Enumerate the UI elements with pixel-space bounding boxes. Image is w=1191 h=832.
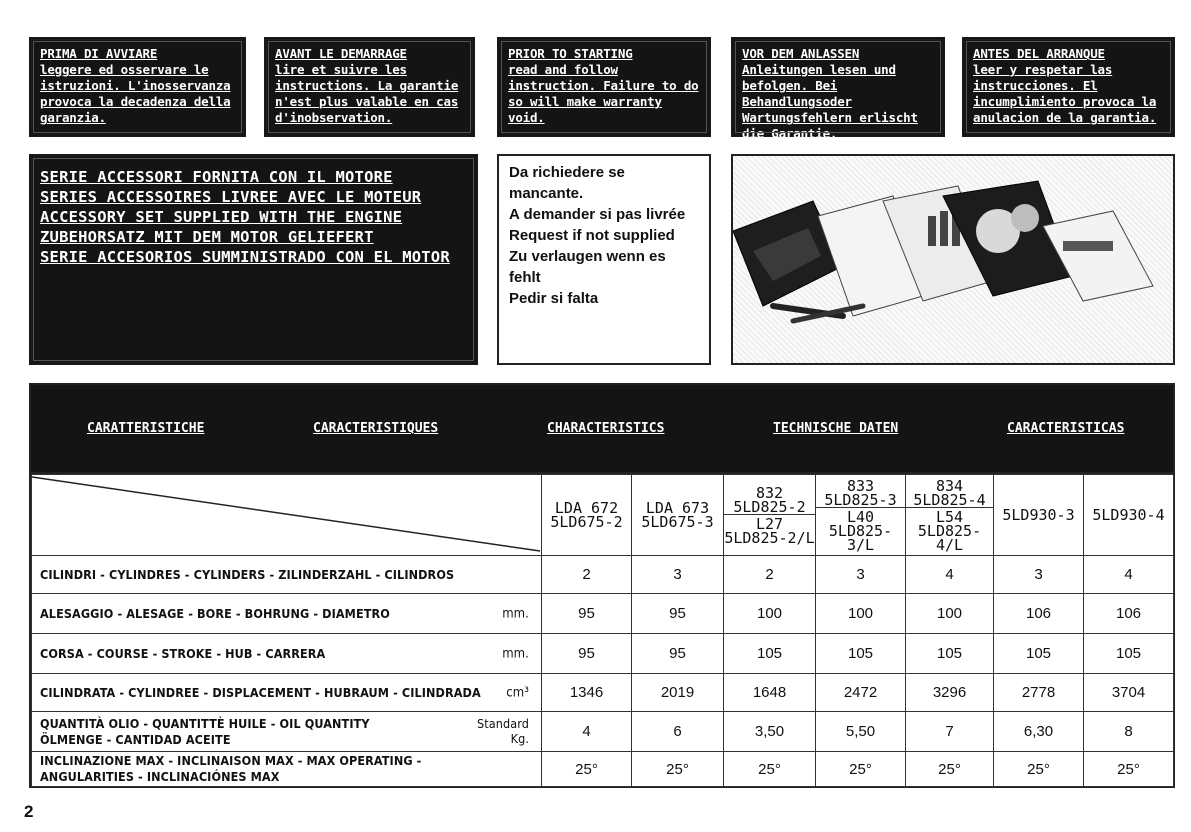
model-cell: 833 5LD825-3 L40 5LD825-3/L — [816, 475, 906, 556]
characteristics-table — [29, 383, 1175, 788]
table-row — [32, 594, 1174, 634]
model-row — [32, 475, 1174, 556]
value-cell: 105 — [724, 634, 816, 674]
model-cell: 5LD930-4 — [1084, 475, 1174, 556]
value-cell: 4 — [1084, 556, 1174, 594]
table-row — [32, 712, 1174, 752]
warning-box-es — [962, 37, 1175, 137]
value-cell: 1648 — [724, 674, 816, 712]
value-cell: 95 — [632, 594, 724, 634]
value-cell: 95 — [632, 634, 724, 674]
request-line: Pedir si falta — [509, 290, 599, 307]
request-if-missing-box — [497, 154, 711, 365]
value-cell: 25° — [1084, 752, 1174, 787]
value-cell: 1346 — [542, 674, 632, 712]
request-line: Request if not supplied — [509, 227, 675, 244]
warning-body-de: Anleitungen lesen und befolgen. Bei Behandlungsoder Wartungsfehlern erlischt die Garantie. — [742, 62, 918, 141]
page-number: 2 — [24, 802, 34, 821]
row-label: INCLINAZIONE MAX - INCLINAISON MAX - MAX OPERATING - ANGULARITIES - INCLINACIÓNES MAX — [32, 752, 542, 787]
value-cell: 3704 — [1084, 674, 1174, 712]
header-es: CARACTERISTICAS — [1007, 421, 1125, 436]
request-line: Da richiedere se — [509, 164, 625, 181]
row-label: CILINDRATA - CYLINDREE - DISPLACEMENT - HUBRAUM - CILINDRADA cm³ — [32, 674, 542, 712]
row-label: QUANTITÀ OLIO - QUANTITTÈ HUILE - OIL QUANTITY ÖLMENGE - CANTIDAD ACEITE Standard Kg. — [32, 712, 542, 752]
value-cell: 3296 — [906, 674, 994, 712]
value-cell: 100 — [724, 594, 816, 634]
corner-cell — [32, 475, 542, 556]
request-line: A demander si pas livrée — [509, 206, 686, 223]
model-cell: LDA 673 5LD675-3 — [632, 475, 724, 556]
accessory-line-en: ACCESSORY SET SUPPLIED WITH THE ENGINE — [40, 208, 403, 226]
value-cell: 25° — [816, 752, 906, 787]
value-cell: 2472 — [816, 674, 906, 712]
value-cell: 6 — [632, 712, 724, 752]
warning-box-de — [731, 37, 945, 141]
value-cell: 6,30 — [994, 712, 1084, 752]
value-cell: 3 — [994, 556, 1084, 594]
value-cell: 105 — [1084, 634, 1174, 674]
model-cell: 834 5LD825-4 L54 5LD825-4/L — [906, 475, 994, 556]
value-cell: 3 — [632, 556, 724, 594]
table-header-band — [31, 385, 1173, 474]
accessory-line-fr: SERIES ACCESSOIRES LIVREE AVEC LE MOTEUR — [40, 188, 422, 206]
diagonal-line — [32, 475, 542, 556]
value-cell: 105 — [816, 634, 906, 674]
value-cell: 4 — [542, 712, 632, 752]
value-cell: 2019 — [632, 674, 724, 712]
header-en: CHARACTERISTICS — [547, 421, 665, 436]
value-cell: 2778 — [994, 674, 1084, 712]
table-row — [32, 674, 1174, 712]
warning-box-fr — [264, 37, 475, 137]
value-cell: 106 — [1084, 594, 1174, 634]
warning-body-fr: lire et suivre les instructions. La garantie n'est plus valable en cas d'inobservation. — [275, 62, 459, 125]
warning-title-es: ANTES DEL ARRANQUE — [973, 46, 1105, 61]
accessory-line-de: ZUBEHORSATZ MIT DEM MOTOR GELIEFERT — [40, 228, 374, 246]
value-cell: 100 — [906, 594, 994, 634]
value-cell: 105 — [994, 634, 1084, 674]
header-it: CARATTERISTICHE — [87, 421, 205, 436]
value-cell: 25° — [542, 752, 632, 787]
request-line: fehlt — [509, 269, 541, 286]
request-line: Zu verlaugen wenn es — [509, 248, 666, 265]
value-cell: 25° — [994, 752, 1084, 787]
warning-body-it: leggere ed osservare le istruzioni. L'inosservanza provoca la decadenza della garanzia. — [40, 62, 231, 125]
warning-title-it: PRIMA DI AVVIARE — [40, 46, 158, 61]
value-cell: 106 — [994, 594, 1084, 634]
value-cell: 3,50 — [724, 712, 816, 752]
row-label: CILINDRI - CYLINDRES - CYLINDERS - ZILINDERZAHL - CILINDROS — [32, 556, 542, 594]
value-cell: 7 — [906, 712, 994, 752]
value-cell: 95 — [542, 594, 632, 634]
value-cell: 2 — [724, 556, 816, 594]
value-cell: 25° — [724, 752, 816, 787]
table-row — [32, 752, 1174, 787]
value-cell: 2 — [542, 556, 632, 594]
value-cell: 100 — [816, 594, 906, 634]
row-label: CORSA - COURSE - STROKE - HUB - CARRERA mm. — [32, 634, 542, 674]
value-cell: 25° — [632, 752, 724, 787]
value-cell: 3 — [816, 556, 906, 594]
request-line: mancante. — [509, 185, 584, 202]
warning-box-en — [497, 37, 711, 137]
value-cell: 5,50 — [816, 712, 906, 752]
table-row — [32, 634, 1174, 674]
value-cell: 25° — [906, 752, 994, 787]
row-label: ALESAGGIO - ALESAGE - BORE - BOHRUNG - DIAMETRO mm. — [32, 594, 542, 634]
accessory-line-es: SERIE ACCESORIOS SUMMINISTRADO CON EL MOTOR — [40, 248, 450, 266]
model-cell: LDA 672 5LD675-2 — [542, 475, 632, 556]
characteristics-data — [31, 474, 1174, 787]
value-cell: 8 — [1084, 712, 1174, 752]
warning-title-en: PRIOR TO STARTING — [508, 46, 633, 61]
header-fr: CARACTERISTIQUES — [313, 421, 439, 436]
warning-title-de: VOR DEM ANLASSEN — [742, 46, 860, 61]
value-cell: 105 — [906, 634, 994, 674]
accessory-set-box — [29, 154, 478, 365]
accessory-illustration — [733, 156, 1175, 365]
model-cell: 5LD930-3 — [994, 475, 1084, 556]
accessory-line-it: SERIE ACCESSORI FORNITA CON IL MOTORE — [40, 168, 393, 186]
warning-body-en: read and follow instruction. Failure to do so will make warranty void. — [508, 62, 699, 125]
accessory-photo — [731, 154, 1175, 365]
value-cell: 4 — [906, 556, 994, 594]
header-de: TECHNISCHE DATEN — [773, 421, 899, 436]
table-row — [32, 556, 1174, 594]
value-cell: 95 — [542, 634, 632, 674]
warning-title-fr: AVANT LE DEMARRAGE — [275, 46, 407, 61]
warning-box-it — [29, 37, 246, 137]
warning-body-es: leer y respetar las instrucciones. El incumplimiento provoca la anulacion de la garantia. — [973, 62, 1157, 125]
model-cell: 832 5LD825-2 L27 5LD825-2/L — [724, 475, 816, 556]
